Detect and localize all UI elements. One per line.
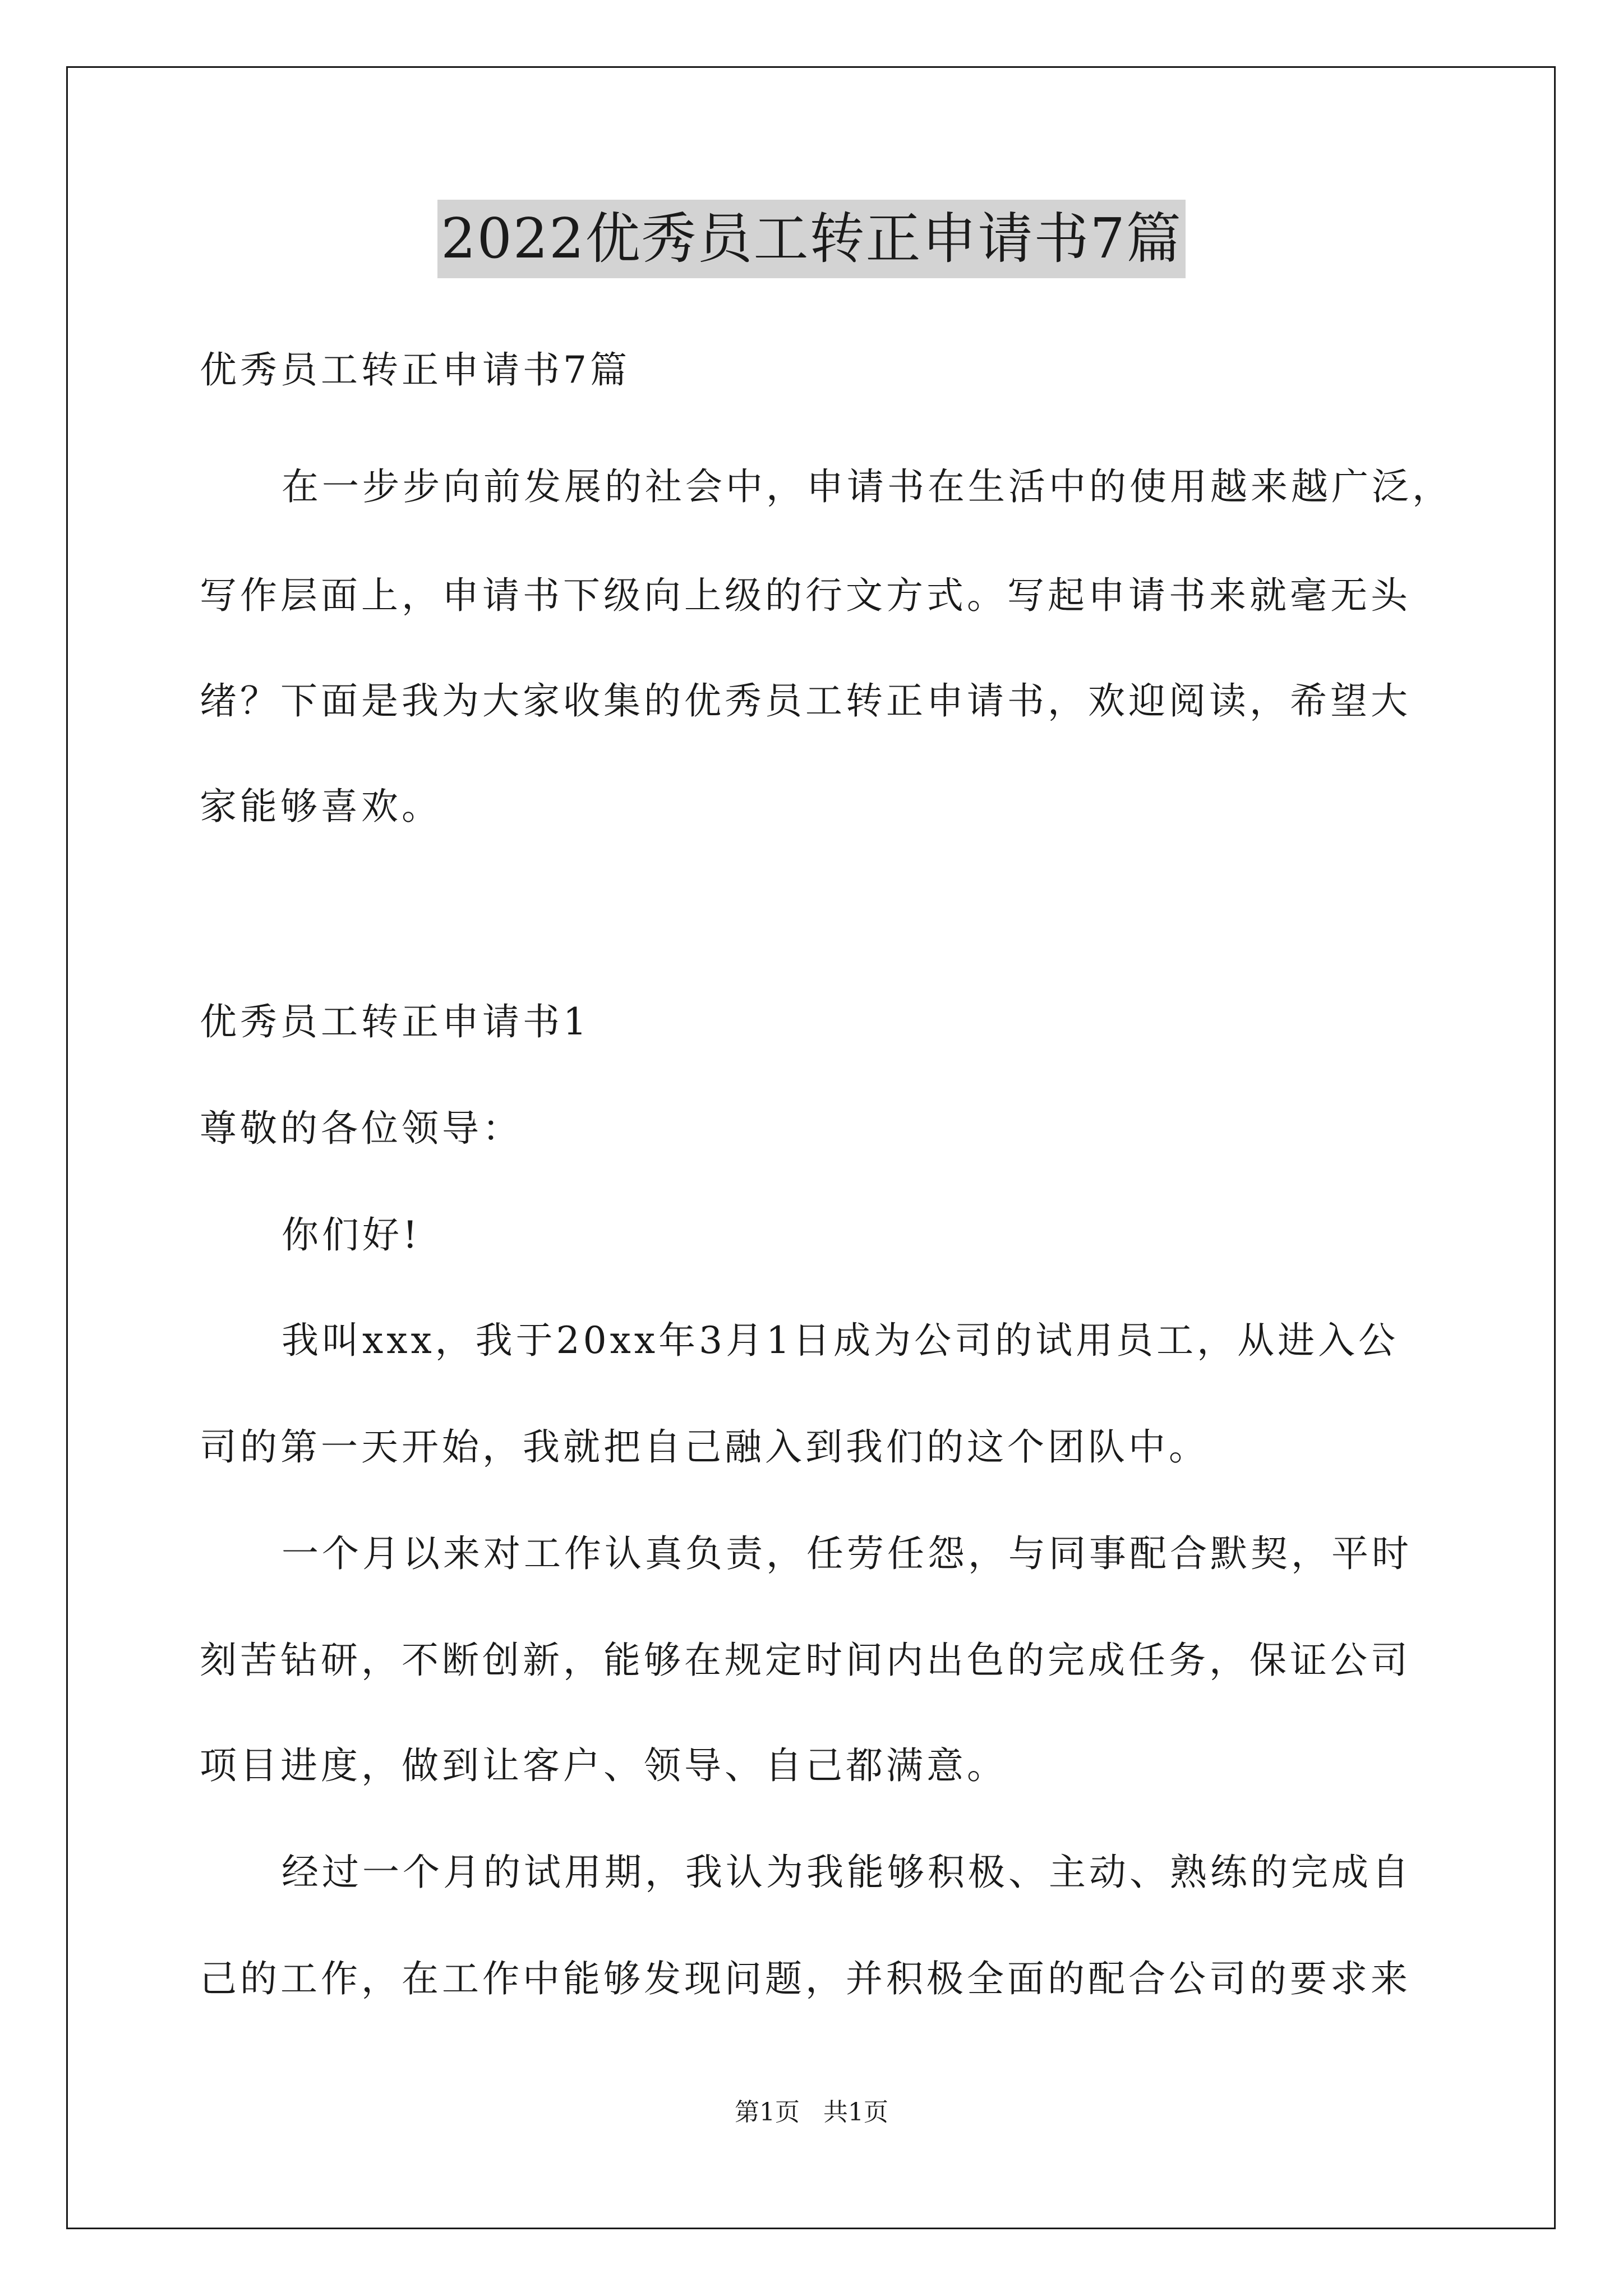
section-heading-1: 优秀员工转正申请书1	[200, 1000, 590, 1043]
intro-line-3: 绪？下面是我为大家收集的优秀员工转正申请书，欢迎阅读，希望大	[200, 679, 1411, 723]
greeting-line: 你们好!	[282, 1213, 421, 1257]
document-title: 2022优秀员工转正申请书7篇	[437, 200, 1186, 278]
subtitle-line: 优秀员工转正申请书7篇	[200, 348, 630, 392]
page-footer	[0, 2096, 1623, 2129]
body-line-6: 经过一个月的试用期，我认为我能够积极、主动、熟练的完成自	[282, 1851, 1412, 1894]
body-line-3: 一个月以来对工作认真负责，任劳任怨，与同事配合默契，平时	[282, 1532, 1412, 1575]
intro-line-2: 写作层面上，申请书下级向上级的行文方式。写起申请书来就毫无头	[200, 574, 1411, 617]
body-line-7: 己的工作，在工作中能够发现问题，并积极全面的配合公司的要求来	[200, 1957, 1411, 2000]
body-line-5: 项目进度，做到让客户、领导、自己都满意。	[200, 1744, 1007, 1787]
body-line-1: 我叫xxx，我于20xx年3月1日成为公司的试用员工，从进入公	[282, 1319, 1399, 1362]
intro-line-4: 家能够喜欢。	[200, 785, 442, 828]
title-block	[0, 200, 1623, 278]
page-number-total: 共1页	[823, 2098, 888, 2127]
intro-line-1: 在一步步向前发展的社会中，申请书在生活中的使用越来越广泛，	[282, 465, 1453, 508]
salutation-line: 尊敬的各位领导：	[200, 1107, 523, 1150]
body-line-2: 司的第一天开始，我就把自己融入到我们的这个团队中。	[200, 1425, 1209, 1469]
page-number-current: 第1页	[735, 2098, 800, 2127]
body-line-4: 刻苦钻研，不断创新，能够在规定时间内出色的完成任务，保证公司	[200, 1639, 1411, 1682]
